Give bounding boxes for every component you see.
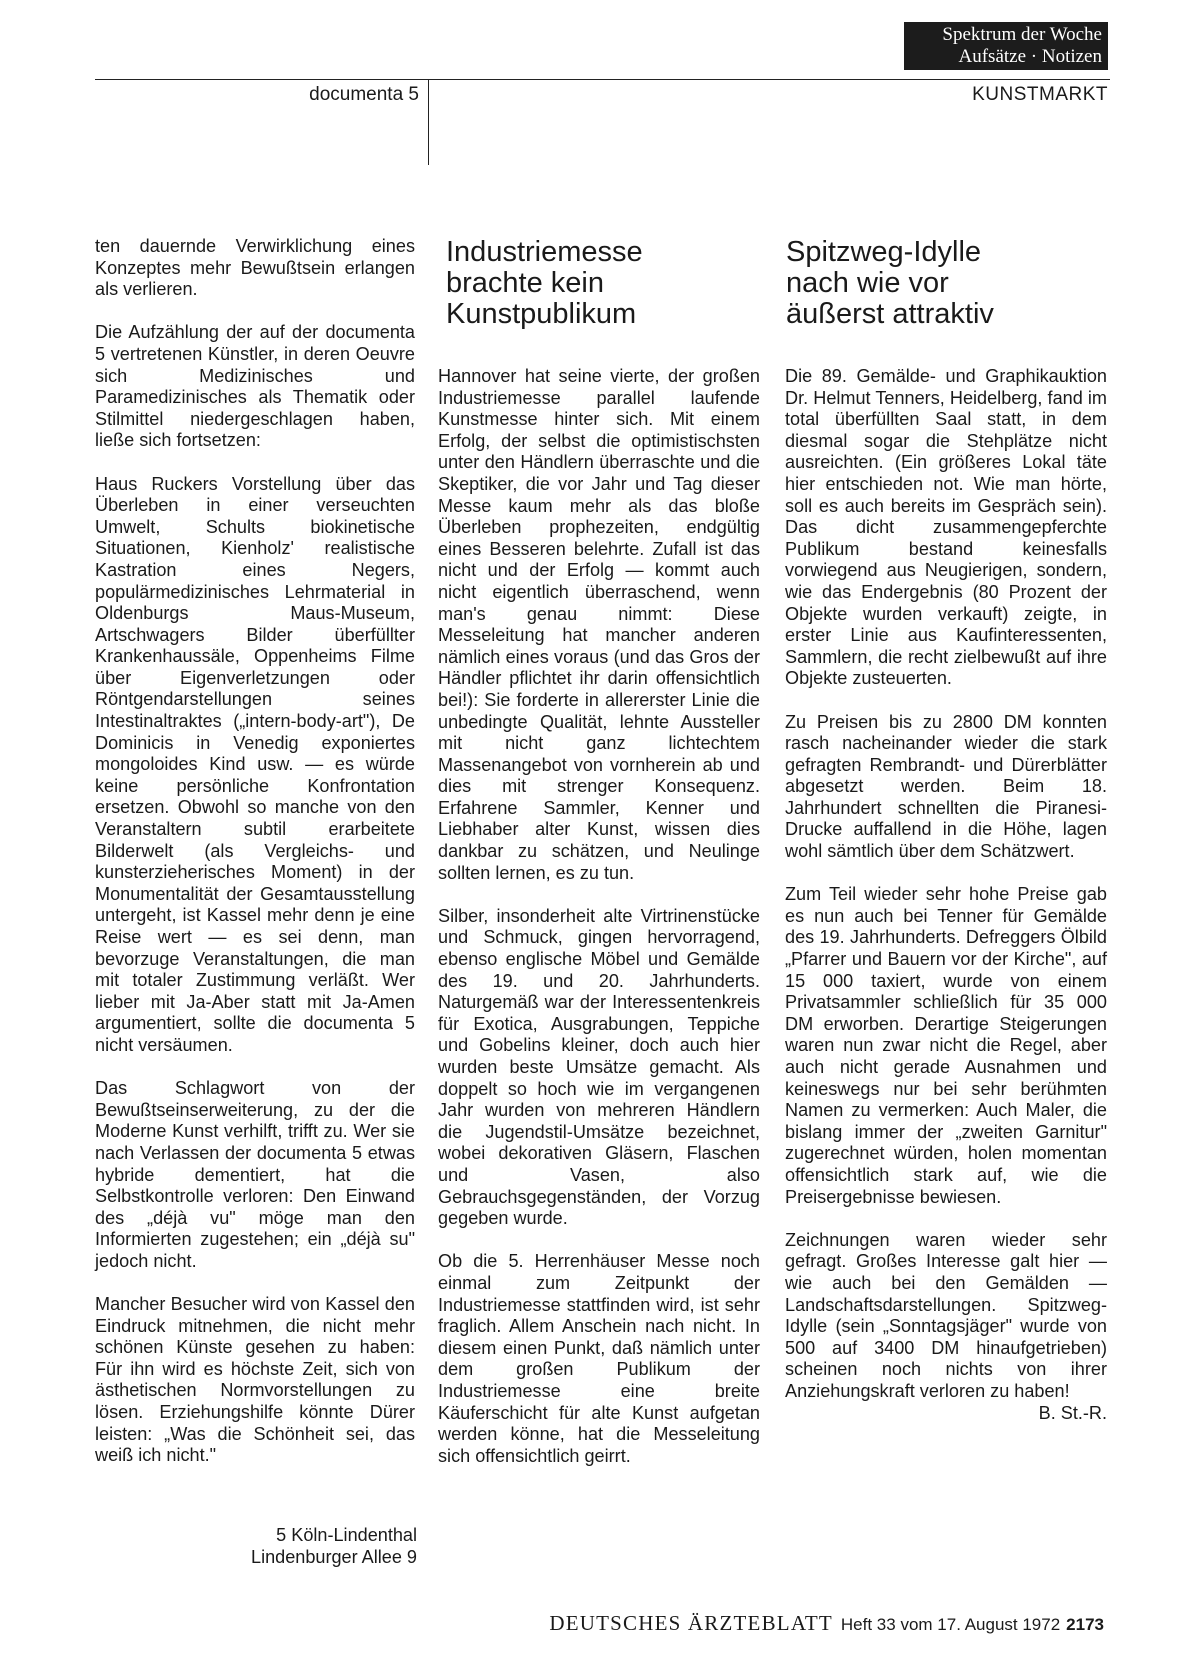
column-2 [438,366,760,1489]
badge-line-2: Aufsätze · Notizen [958,46,1102,67]
section-badge [904,22,1108,70]
paragraph: ten dauernde Verwirklichung eines Konzeptes mehr Bewußtsein erlangen als verlieren. [95,236,415,300]
article-headline-messe [446,237,766,330]
headline-line: Industriemesse [446,236,643,268]
address-line: Lindenburger Allee 9 [251,1546,417,1567]
paragraph: Silber, insonderheit alte Virtrinenstücke und Schmuck, gingen hervorragend, ebenso englische Möbel und Gemälde des 19. und 20. Jahrhunderts. Naturgemäß war der Interessentenkreis für Exotica, Ausgrabungen, Teppiche und Gobelins kleiner, doch auch hier wurden beste Umsätze gemacht. Als doppelt so hoch wie im vergangenen Jahr wurden von mehreren Händlern die Jugendstil-Umsätze bezeichnet, wobei dekorativen Gläsern, Flaschen und Vasen, also Gebrauchsgegenständen, der Vorzug gegeben wurde. [438,905,760,1229]
badge-line-1: Spektrum der Woche [942,24,1102,45]
magazine-title: DEUTSCHES ÄRZTEBLATT [549,1611,833,1635]
paragraph: Zum Teil wieder sehr hohe Preise gab es nun auch bei Tenner für Gemälde des 19. Jahrhunderts. Defreggers Ölbild „Pfarrer und Bauern vor der Kirche", auf 15 000 taxiert, wurde von einem Privatsammler schließlich für 35 000 DM erworben. Derartige Steigerungen waren nun zwar nicht die Regel, aber auch nicht gerade Ausnahmen und keineswegs nur bei sehr berühmten Namen zu vermerken: Auch Maler, die bislang immer der „zweiten Garnitur" zugerechnet würden, holen momentan offensichtlich stark auf, wie die Preisergebnisse bewiesen. [785,884,1107,1207]
headline-line: äußerst attraktiv [786,298,994,330]
paragraph: Ob die 5. Herrenhäuser Messe noch einmal zum Zeitpunkt der Industriemesse stattfinden wird, ist sehr fraglich. Allem Anschein nach nicht. In diesem einen Punkt, daß nämlich unter dem großen Publikum der Industriemesse eine breite Käuferschicht für alte Kunst aufgetan werden könne, hat die Messeleitung sich offensichtlich geirrt. [438,1251,760,1466]
paragraph: Mancher Besucher wird von Kassel den Eindruck mitnehmen, die nicht mehr schönen Künste gesehen zu haben: Für ihn wird es höchste Zeit, sich von ästhetischen Normvorstellungen zu lösen. Erziehungshilfe könnte Dürer leisten: „Was die Schönheit sei, das weiß ich nicht." [95,1294,415,1466]
author-signature: B. St.-R. [1038,1402,1107,1423]
headline-line: Kunstpublikum [446,298,637,330]
paragraph: Haus Ruckers Vorstellung über das Überleben in einer verseuchten Umwelt, Schults biokinetische Situationen, Kienholz' realistische Kastration eines Negers, populärmedizinisches Lehrmaterial in Oldenburgs Maus-Museum, Artschwagers Bilder überfüllter Krankenhaussäle, Oppenheims Filme über Eigenverletzungen oder Röntgendarstellungen seines Intestinaltraktes („intern-body-art"), De Dominicis in Venedig exponiertes mongoloides Kind usw. — es würde keine persönliche Konfrontation ersetzen. Obwohl so manche von den Veranstaltern subtil erarbeitete Bilderwelt (als Vergleichs- und kunsterzieherisches Moment) in der Monumentalität der Gesamtausstellung untergeht, ist Kassel mehr denn je eine Reise wert — es sei denn, man bevorzuge Veranstaltungen, die man mit totaler Zustimmung verläßt. Wer lieber mit Ja-Aber statt mit Ja-Amen argumentiert, sollte die documenta 5 nicht versäumen. [95,473,415,1055]
column-1 [95,236,415,1488]
section-label-right: KUNSTMARKT [972,84,1108,105]
address-line: 5 Köln-Lindenthal [276,1525,417,1545]
paragraph: Das Schlagwort von der Bewußtseinserweiterung, zu der die Moderne Kunst verhilft, trifft zu. Wer sie nach Verlassen der documenta 5 etwas hybride dementiert, hat die Selbstkontrolle verloren: Den Einwand des „déjà vu" möge man den Informierten zugestehen; ein „déjà su" jedoch nicht. [95,1078,415,1271]
paragraph: Die 89. Gemälde- und Graphikauktion Dr. Helmut Tenners, Heidelberg, fand im total überfüllten Saal statt, in dem diesmal sogar die Stehplätze nicht ausreichten. (Ein größeres Lokal täte hier entschieden not. Wie man hörte, soll es auch bereits im Gespräch sein). Das dicht zusammengepferchte Publikum bestand keinesfalls vorwiegend aus Neugierigen, sondern, wie das Endergebnis (80 Prozent der Objekte wurden verkauft) zeigte, in erster Linie aus Kaufinteressenten, Sammlern, die recht zielbewußt auf ihre Objekte zusteuerten. [785,366,1107,689]
paragraph: Hannover hat seine vierte, der großen Industriemesse parallel laufende Kunstmesse hinter sich. Mit einem Erfolg, der selbst die optimistischsten unter den Händlern überraschte und die Skeptiker, die vor Jahr und Tag dieser Messe kaum mehr als das bloße Überleben prophezeiten, endgültig eines Besseren belehrte. Zufall ist das nicht und der Erfolg — kommt auch nicht eigentlich überraschend, wenn man's genau nimmt: Diese Messeleitung hat mancher anderen nämlich eines voraus (und das Gros der Händler pflichtet ihr darin offensichtlich bei!): Sie forderte in allererster Linie die unbedingte Qualität, lehnte Aussteller mit nicht ganz lichtechtem Massenangebot von vornherein ab und dies mit strenger Konsequenz. Erfahrene Sammler, Kenner und Liebhaber alter Kunst, wissen dies dankbar zu schätzen, und Neulinge sollten lernen, es zu tun. [438,366,760,883]
paragraph: Zu Preisen bis zu 2800 DM konnten rasch nacheinander wieder die stark gefragten Rembrandt- und Dürerblätter abgesetzt werden. Beim 18. Jahrhundert schnellten die Piranesi-Drucke auffallend in die Höhe, lagen wohl sämtlich über dem Schätzwert. [785,711,1107,862]
paragraph: Die Aufzählung der auf der documenta 5 vertretenen Künstler, in deren Oeuvre sich Medizinisches und Paramedizinisches als Thematik oder Stilmittel niedergeschlagen haben, ließe sich fortsetzen: [95,322,415,451]
page-number: 2173 [1066,1615,1104,1634]
header-rule [95,79,1110,80]
issue-info: Heft 33 vom 17. August 1972 [840,1615,1061,1634]
article-headline-spitzweg [786,237,1106,330]
paragraph [785,1229,1107,1423]
headline-line: nach wie vor [786,267,949,299]
author-address [185,1525,417,1568]
column-3 [785,366,1107,1424]
paragraph-text: Zeichnungen waren wieder sehr gefragt. Großes Interesse galt hier — wie auch bei den Gemälden — Landschaftsdarstellungen. Spitzweg-Idylle (sein „Sonntagsjäger" wurde von 500 auf 3400 DM hinaufgetrieben) scheinen noch nichts von ihrer Anziehungskraft verloren zu haben! [785,1229,1107,1401]
section-label-left: documenta 5 [309,84,419,105]
header-divider [428,79,429,165]
headline-line: Spitzweg-Idylle [786,236,982,268]
headline-line: brachte kein [446,267,604,299]
page-footer [464,1611,1104,1636]
